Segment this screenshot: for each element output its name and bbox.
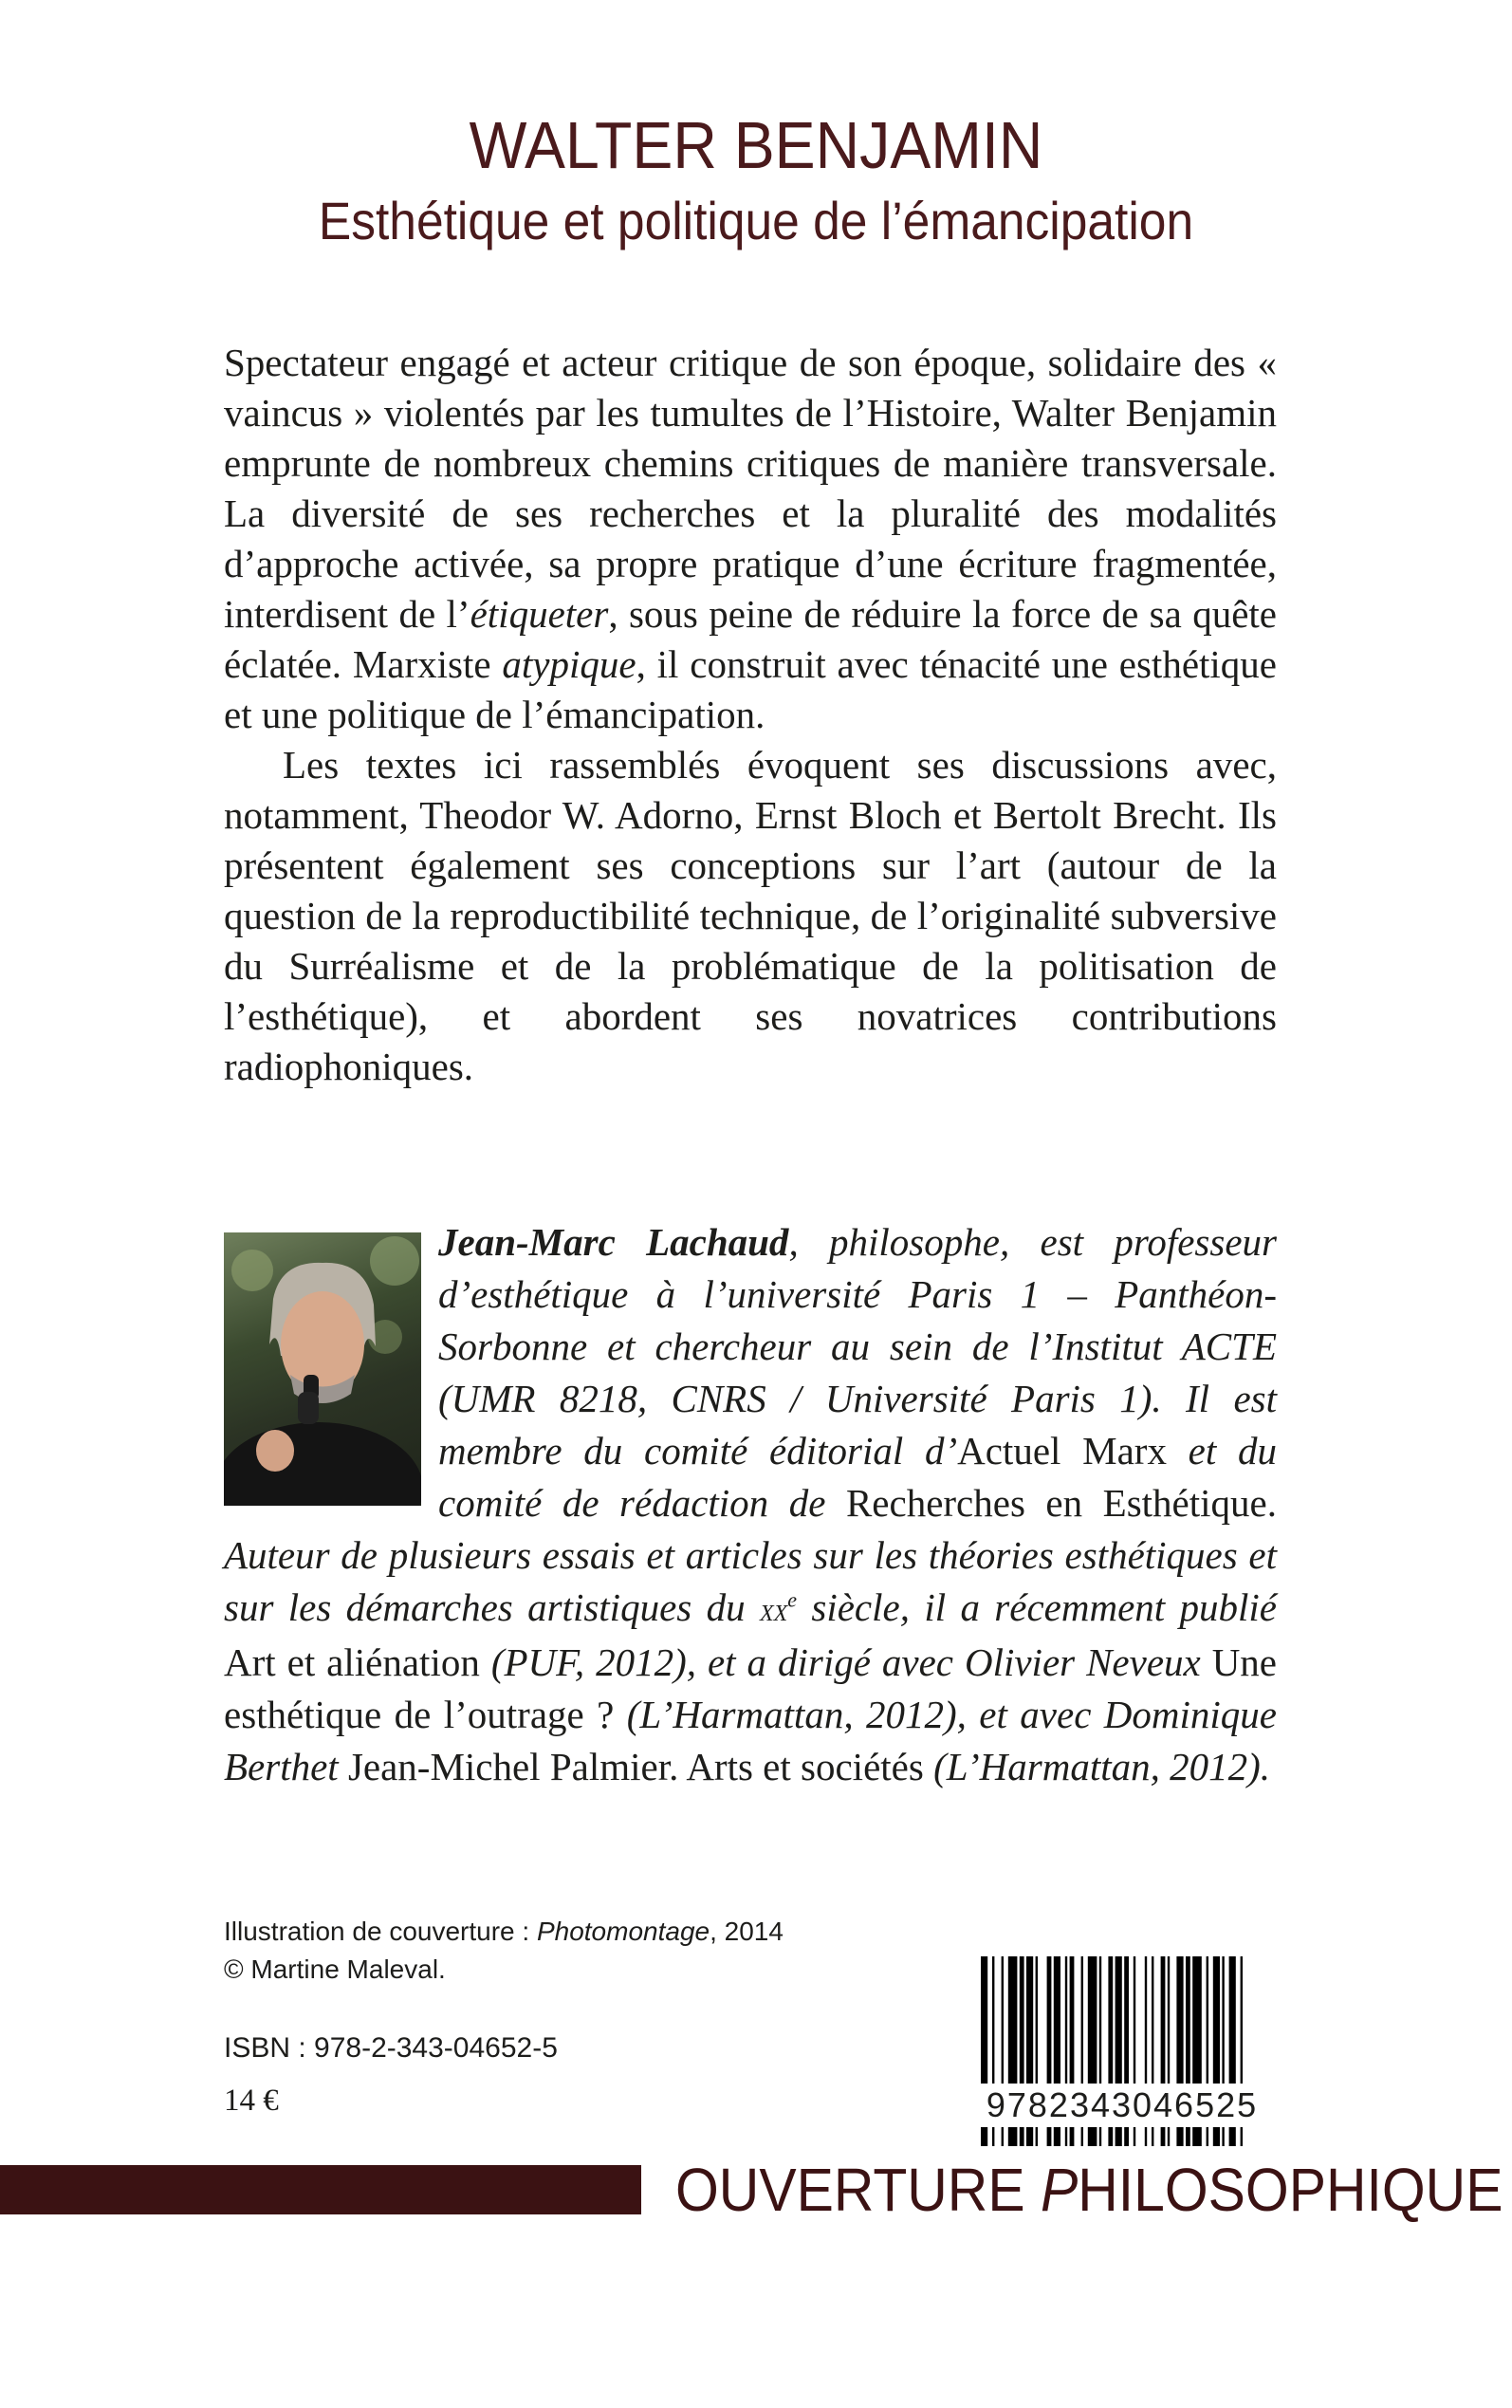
blurb-paragraph-2: Les textes ici rassemblés évoquent ses discussions avec, notamment, Theodor W. Adorno, Ernst Bloch et Bertolt Brecht. Ils présentent également ses conceptions sur l’art (autour de la question de la reproductibilité technique, de l’originalité subversive du Surréalisme et de la problématique de la politisation de l’esthétique), et abordent ses novatrices contributions radiophoniques. — [224, 743, 1277, 1088]
cover-credit: Illustration de couverture : Photomontage, 2014 © Martine Maleval. — [224, 1917, 784, 1984]
book-subtitle: Esthétique et politique de l’émancipation — [318, 191, 1194, 250]
isbn: ISBN : 978-2-343-04652-5 — [224, 2032, 558, 2064]
author-name: Jean-Marc Lachaud — [438, 1220, 789, 1264]
collection-name: OUVERTURE PHILOSOPHIQUE — [675, 2156, 1503, 2224]
blurb-paragraph-1: Spectateur engagé et acteur critique de son époque, solidaire des « vaincus » violentés par les tumultes de l’Histoire, Walter Benjamin emprunte de nombreux chemins critiques de manière transversale. La diversité de ses recherches et la pluralité des modalités d’approche activée, sa propre pratique d’une écriture fragmentée, interdisent de l’étiqueter, sous peine de réduire la force de sa quête éclatée. Marxiste atypique, il construit avec ténacité une esthétique et une politique de l’émancipation. — [224, 341, 1277, 736]
price: 14 € — [224, 2084, 279, 2118]
book-title: WALTER BENJAMIN — [469, 108, 1043, 182]
collection-bar — [0, 2165, 641, 2214]
blurb — [224, 338, 1277, 1092]
author-bio: Jean-Marc Lachaud, philosophe, est professeur d’esthétique à l’université Paris 1 – Panthéon-Sorbonne et chercheur au sein de l’Institut ACTE (UMR 8218, CNRS / Université Paris 1). Il est membre du comité éditorial d’Actuel Marx et du comité de rédaction de Recherches en Esthétique. Auteur de plusieurs essais et articles sur les théories esthétiques et sur les démarches artistiques du $xx^e$ siècle, il a récemment publié Art et aliénation (PUF, 2012), et a dirigé avec Olivier Neveux Une esthétique de l’outrage ? (L’Harmattan, 2012), et avec Dominique Berthet Jean-Michel Palmier. Arts et sociétés (L’Harmattan, 2012). — [224, 1220, 1278, 1788]
barcode-digits: 9782343046525 — [960, 2084, 1284, 2127]
